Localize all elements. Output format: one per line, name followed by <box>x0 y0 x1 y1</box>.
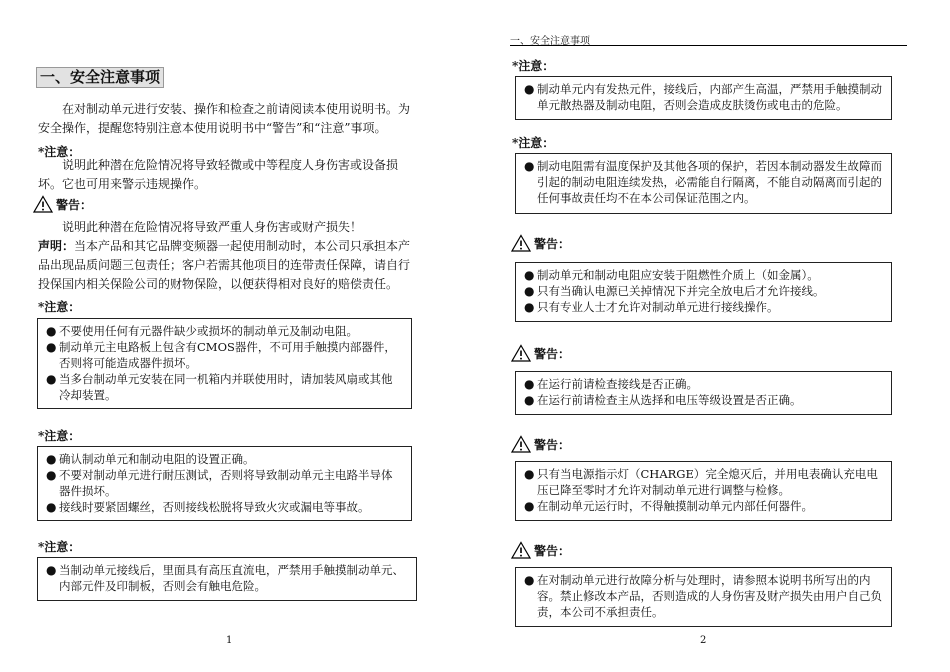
warning-triangle-icon <box>511 344 531 362</box>
note3-label: *注意： <box>38 540 81 554</box>
warning-definition-label: 警告： <box>56 197 93 212</box>
bullet-dot-icon: ● <box>524 82 535 96</box>
warning-definition-text: 说明此种潜在危险情况将导致严重人身伤害或财产损失！ <box>62 220 363 234</box>
list-item: ● 制动单元主电路板上包含有CMOS器件，不可用手触摸内部器件，否则将可能造成器件损坏。 <box>46 340 396 370</box>
bullet-dot-icon: ● <box>524 467 535 481</box>
list-item: ● 制动单元内有发热元件，接线后，内部产生高温，严禁用手触摸制动单元散热器及制动电阻，否则会造成皮肤烫伤或电击的危险。 <box>524 82 882 112</box>
warning3-heading <box>511 435 570 453</box>
warning1-box <box>515 262 892 322</box>
bullet-dot-icon: ● <box>46 500 57 514</box>
warning1-heading <box>511 234 570 252</box>
warning2-box <box>515 371 892 415</box>
bullet-dot-icon: ● <box>524 284 535 298</box>
list-item: ● 不要对制动单元进行耐压测试，否则将导致制动单元主电路半导体器件损坏。 <box>46 468 393 498</box>
list-item: ● 只有当确认电源已关掉情况下并完全放电后才允许接线。 <box>524 284 825 298</box>
note2-box <box>37 446 412 521</box>
statement-label: 声明： <box>38 239 75 253</box>
statement-paragraph <box>38 237 420 294</box>
list-item: ● 在对制动单元进行故障分析与处理时，请参照本说明书所写出的内容。禁止修改本产品，否则造成的人身伤害及财产损失由用户自己负责，本公司不承担责任。 <box>524 573 882 619</box>
warning2-label: 警告： <box>534 346 571 361</box>
warning-triangle-icon <box>511 435 531 453</box>
warning-triangle-icon <box>511 541 531 559</box>
bullet-dot-icon: ● <box>524 393 535 407</box>
bullet-dot-icon: ● <box>524 300 535 314</box>
bullet-dot-icon: ● <box>524 573 535 587</box>
note1-box <box>37 318 412 409</box>
note1-box <box>515 76 892 120</box>
list-item: ● 接线时要紧固螺丝，否则接线松脱将导致火灾或漏电等事故。 <box>46 500 370 514</box>
bullet-dot-icon: ● <box>524 159 535 173</box>
bullet-dot-icon: ● <box>46 340 57 354</box>
header-rule <box>510 45 907 46</box>
list-item: ● 在制动单元运行时，不得触摸制动单元内部任何器件。 <box>524 499 813 513</box>
note3-box <box>37 557 417 601</box>
note1-label: *注意： <box>512 59 555 73</box>
bullet-dot-icon: ● <box>46 372 57 386</box>
note2-label: *注意： <box>512 136 555 150</box>
bullet-dot-icon: ● <box>524 499 535 513</box>
bullet-dot-icon: ● <box>46 468 57 482</box>
running-header: 一、安全注意事项 <box>510 36 590 47</box>
list-item: ● 只有专业人士才允许对制动单元进行接线操作。 <box>524 300 779 314</box>
statement-text: 当本产品和其它品牌变频器一起使用制动时，本公司只承担本产品出现品质问题三包责任；客户若需其他项目的连带责任保障，请自行投保国内相关保险公司的财物保险，以便获得相对良好的赔偿责任。 <box>38 239 411 291</box>
page-number: 2 <box>700 635 707 646</box>
list-item: ● 当制动单元接线后，里面具有高压直流电，严禁用手触摸制动单元、内部元件及印制板，否则会有触电危险。 <box>46 563 404 593</box>
list-item: ● 在运行前请检查接线是否正确。 <box>524 377 698 391</box>
note2-box <box>515 153 892 214</box>
warning1-label: 警告： <box>534 236 571 251</box>
page-number: 1 <box>226 635 233 646</box>
bullet-dot-icon: ● <box>524 377 535 391</box>
note1-label: *注意： <box>38 300 81 314</box>
warning-triangle-icon <box>33 195 53 213</box>
list-item: ● 制动单元和制动电阻应安装于阻燃性介质上（如金属）。 <box>524 268 819 282</box>
list-item: ● 不要使用任何有元器件缺少或损坏的制动单元及制动电阻。 <box>46 324 358 338</box>
warning4-label: 警告： <box>534 543 571 558</box>
bullet-dot-icon: ● <box>46 324 57 338</box>
caution-definition-label: *注意： <box>38 145 81 159</box>
page-2 <box>475 0 950 672</box>
list-item: ● 当多台制动单元安装在同一机箱内并联使用时，请加装风扇或其他冷却装置。 <box>46 372 393 402</box>
section-title: 一、安全注意事项 <box>36 67 164 88</box>
list-item: ● 在运行前请检查主从选择和电压等级设置是否正确。 <box>524 393 802 407</box>
warning2-heading <box>511 344 570 362</box>
warning-triangle-icon <box>511 234 531 252</box>
warning-definition-heading <box>33 195 92 213</box>
bullet-dot-icon: ● <box>46 452 57 466</box>
bullet-dot-icon: ● <box>524 268 535 282</box>
warning4-heading <box>511 541 570 559</box>
bullet-dot-icon: ● <box>46 563 57 577</box>
warning4-box <box>515 567 892 627</box>
intro-paragraph: 在对制动单元进行安装、操作和检查之前请阅读本使用说明书。为安全操作，提醒您特别注意本使用说明书中“警告”和“注意”事项。 <box>38 102 411 135</box>
list-item: ● 确认制动单元和制动电阻的设置正确。 <box>46 452 255 466</box>
warning3-box <box>515 461 892 521</box>
caution-definition-text: 说明此种潜在危险情况将导致轻微或中等程度人身伤害或设备损坏。它也可用来警示违规操作。 <box>38 158 399 191</box>
list-item: ● 制动电阻需有温度保护及其他各项的保护，若因本制动器发生故障而引起的制动电阻连续发热，必需能自行隔离，不能自动隔离而引起的任何事故责任均不在本公司保证范围之内。 <box>524 159 882 205</box>
warning3-label: 警告： <box>534 437 571 452</box>
note2-label: *注意： <box>38 429 81 443</box>
list-item: ● 只有当电源指示灯（CHARGE）完全熄灭后，并用电表确认充电电压已降至零时才允许对制动单元进行调整与检修。 <box>524 467 878 497</box>
